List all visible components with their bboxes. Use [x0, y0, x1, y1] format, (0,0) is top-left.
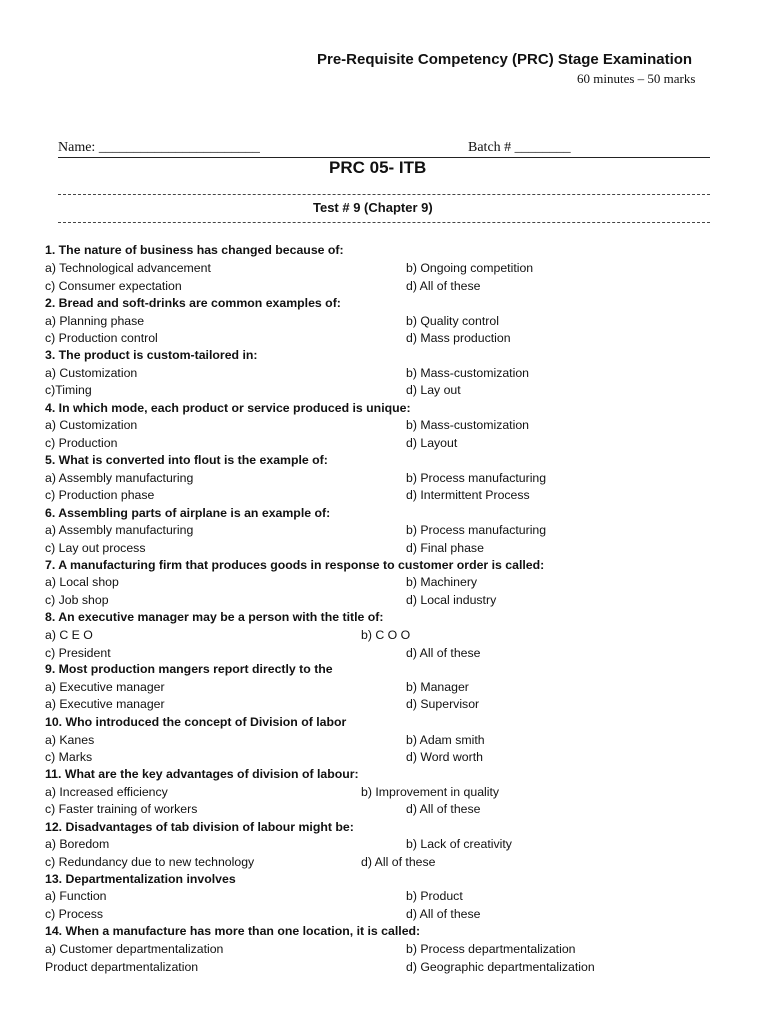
- option-4c: c) Production: [45, 436, 118, 450]
- option-3d: d) Lay out: [406, 383, 461, 397]
- option-3b: b) Mass-customization: [406, 366, 530, 380]
- divider-top: [58, 194, 710, 195]
- option-11b: b) Improvement in quality: [361, 785, 500, 799]
- option-10b: b) Adam smith: [406, 733, 485, 747]
- option-5b: b) Process manufacturing: [406, 471, 547, 485]
- option-7d: d) Local industry: [406, 593, 497, 607]
- question-3: 3. The product is custom-tailored in:: [45, 348, 258, 362]
- option-13a: a) Function: [45, 889, 107, 903]
- question-1: 1. The nature of business has changed because of:: [45, 243, 344, 257]
- option-14a: a) Customer departmentalization: [45, 942, 224, 956]
- option-8a: a) C E O: [45, 628, 93, 642]
- option-4d: d) Layout: [406, 436, 458, 450]
- option-8d: d) All of these: [406, 646, 481, 660]
- option-7c: c) Job shop: [45, 593, 109, 607]
- question-10: 10. Who introduced the concept of Division of labor: [45, 715, 347, 729]
- option-11a: a) Increased efficiency: [45, 785, 168, 799]
- option-9a: a) Executive manager: [45, 680, 165, 694]
- option-5c: c) Production phase: [45, 488, 155, 502]
- option-11c: c) Faster training of workers: [45, 802, 198, 816]
- question-11: 11. What are the key advantages of division of labour:: [45, 767, 359, 781]
- option-7b: b) Machinery: [406, 575, 478, 589]
- question-12: 12. Disadvantages of tab division of labour might be:: [45, 820, 354, 834]
- option-10a: a) Kanes: [45, 733, 95, 747]
- batch-field-label: Batch # ________: [468, 140, 571, 155]
- question-14: 14. When a manufacture has more than one location, it is called:: [45, 924, 421, 938]
- option-2c: c) Production control: [45, 331, 158, 345]
- option-14d: d) Geographic departmentalization: [406, 960, 595, 974]
- question-2: 2. Bread and soft-drinks are common examples of:: [45, 296, 341, 310]
- question-7: 7. A manufacturing firm that produces goods in response to customer order is called:: [45, 558, 545, 572]
- option-2a: a) Planning phase: [45, 314, 145, 328]
- exam-code: PRC 05- ITB: [329, 158, 427, 177]
- option-2b: b) Quality control: [406, 314, 499, 328]
- option-7a: a) Local shop: [45, 575, 119, 589]
- option-14c: Product departmentalization: [45, 960, 199, 974]
- option-12a: a) Boredom: [45, 837, 110, 851]
- exam-title: Pre-Requisite Competency (PRC) Stage Examination: [317, 51, 693, 68]
- option-13c: c) Process: [45, 907, 104, 921]
- question-4: 4. In which mode, each product or service produced is unique:: [45, 401, 411, 415]
- option-1b: b) Ongoing competition: [406, 261, 534, 275]
- option-12b: b) Lack of creativity: [406, 837, 512, 851]
- question-5: 5. What is converted into flout is the example of:: [45, 453, 328, 467]
- question-9: 9. Most production mangers report directly to the: [45, 662, 333, 676]
- option-8c: c) President: [45, 646, 111, 660]
- option-1c: c) Consumer expectation: [45, 279, 182, 293]
- option-9c: a) Executive manager: [45, 697, 165, 711]
- option-2d: d) Mass production: [406, 331, 511, 345]
- divider-bottom: [58, 222, 710, 223]
- option-13b: b) Product: [406, 889, 463, 903]
- option-9b: b) Manager: [406, 680, 469, 694]
- option-13d: d) All of these: [406, 907, 481, 921]
- option-12d: d) All of these: [361, 855, 436, 869]
- option-8b: b) C O O: [361, 628, 411, 642]
- option-10c: c) Marks: [45, 750, 93, 764]
- name-field-label: Name: _______________________: [58, 140, 260, 155]
- option-6c: c) Lay out process: [45, 541, 146, 555]
- option-5a: a) Assembly manufacturing: [45, 471, 194, 485]
- question-6: 6. Assembling parts of airplane is an example of:: [45, 506, 331, 520]
- option-11d: d) All of these: [406, 802, 481, 816]
- option-9d: d) Supervisor: [406, 697, 480, 711]
- option-14b: b) Process departmentalization: [406, 942, 576, 956]
- option-10d: d) Word worth: [406, 750, 483, 764]
- option-1d: d) All of these: [406, 279, 481, 293]
- option-3c: c)Timing: [45, 383, 92, 397]
- option-3a: a) Customization: [45, 366, 138, 380]
- option-6b: b) Process manufacturing: [406, 523, 547, 537]
- question-13: 13. Departmentalization involves: [45, 872, 236, 886]
- option-12c: c) Redundancy due to new technology: [45, 855, 255, 869]
- option-4a: a) Customization: [45, 418, 138, 432]
- test-title: Test # 9 (Chapter 9): [313, 200, 433, 215]
- exam-duration-marks: 60 minutes – 50 marks: [577, 71, 696, 86]
- option-6a: a) Assembly manufacturing: [45, 523, 194, 537]
- option-4b: b) Mass-customization: [406, 418, 530, 432]
- option-6d: d) Final phase: [406, 541, 484, 555]
- option-1a: a) Technological advancement: [45, 261, 211, 275]
- option-5d: d) Intermittent Process: [406, 488, 530, 502]
- question-8: 8. An executive manager may be a person with the title of:: [45, 610, 384, 624]
